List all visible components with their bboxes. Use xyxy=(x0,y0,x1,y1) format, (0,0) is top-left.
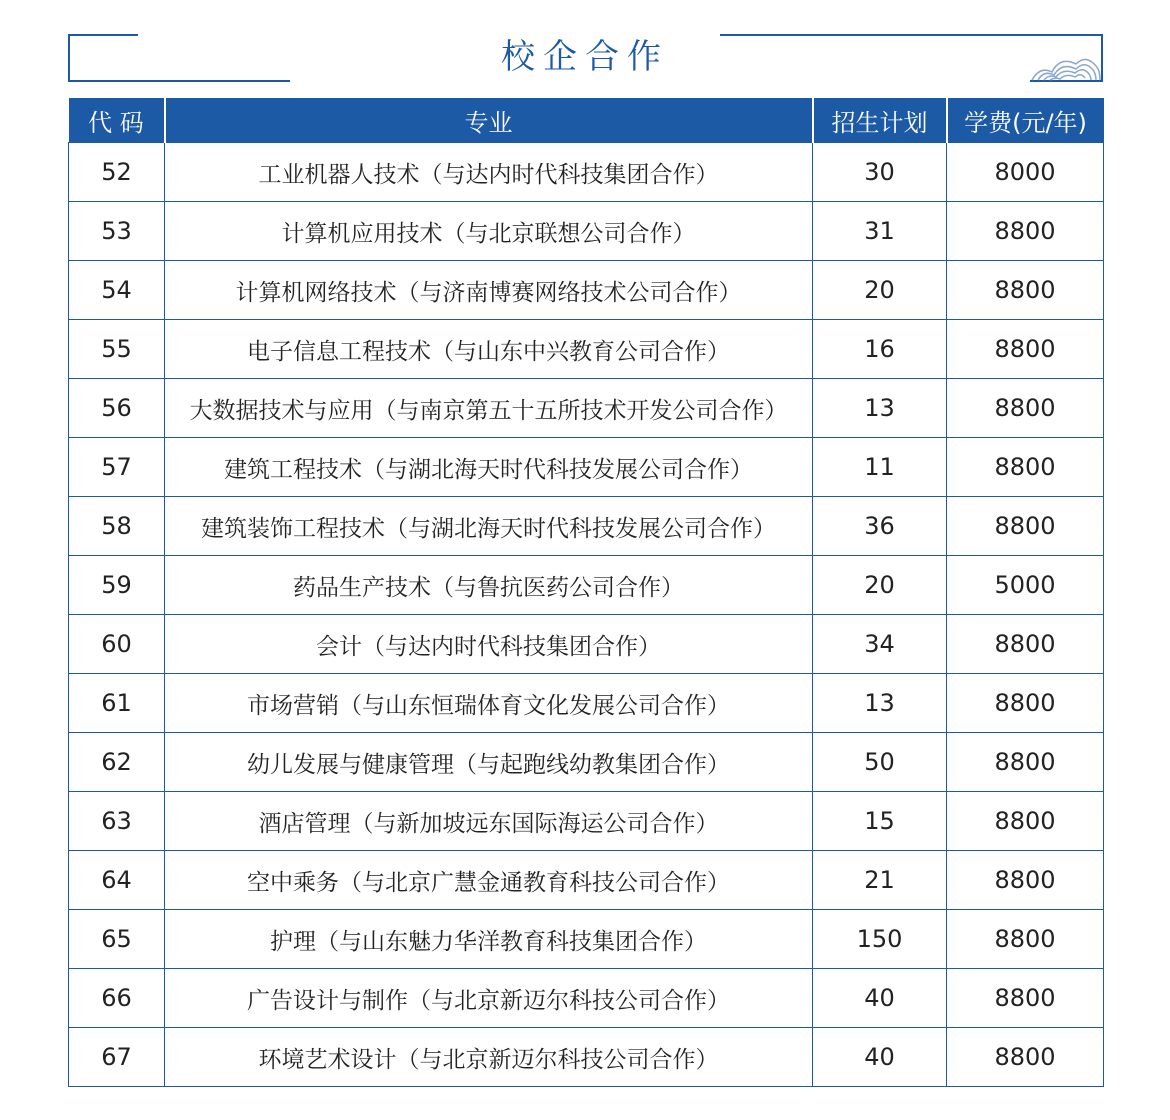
major-cell: 幼儿发展与健康管理（与起跑线幼教集团合作） xyxy=(165,733,813,792)
table-row xyxy=(69,910,1104,969)
plan-cell: 40 xyxy=(813,1028,947,1087)
major-cell: 建筑工程技术（与湖北海天时代科技发展公司合作） xyxy=(165,438,813,497)
header-major: 专业 xyxy=(165,98,813,143)
header-code: 代 码 xyxy=(69,98,165,143)
fee-cell: 8800 xyxy=(947,733,1104,792)
plan-cell: 15 xyxy=(813,792,947,851)
plan-cell: 16 xyxy=(813,320,947,379)
code-cell: 58 xyxy=(69,497,165,556)
code-cell: 64 xyxy=(69,851,165,910)
fee-cell: 8800 xyxy=(947,910,1104,969)
major-cell: 市场营销（与山东恒瑞体育文化发展公司合作） xyxy=(165,674,813,733)
code-cell: 53 xyxy=(69,202,165,261)
major-cell: 会计（与达内时代科技集团合作） xyxy=(165,615,813,674)
fee-cell: 8000 xyxy=(947,143,1104,202)
header-plan: 招生计划 xyxy=(813,98,947,143)
code-cell: 57 xyxy=(69,438,165,497)
code-cell: 59 xyxy=(69,556,165,615)
major-cell: 工业机器人技术（与达内时代科技集团合作） xyxy=(165,143,813,202)
major-cell: 计算机应用技术（与北京联想公司合作） xyxy=(165,202,813,261)
table-row xyxy=(69,261,1104,320)
plan-cell: 50 xyxy=(813,733,947,792)
code-cell: 61 xyxy=(69,674,165,733)
table-row xyxy=(69,379,1104,438)
fee-cell: 8800 xyxy=(947,851,1104,910)
code-cell: 63 xyxy=(69,792,165,851)
fee-cell: 8800 xyxy=(947,497,1104,556)
plan-cell: 30 xyxy=(813,143,947,202)
table-header-row xyxy=(69,98,1104,143)
table-row xyxy=(69,674,1104,733)
table-row xyxy=(69,438,1104,497)
fee-cell: 5000 xyxy=(947,556,1104,615)
table-row xyxy=(69,320,1104,379)
major-cell: 广告设计与制作（与北京新迈尔科技公司合作） xyxy=(165,969,813,1028)
plan-cell: 21 xyxy=(813,851,947,910)
table-row xyxy=(69,969,1104,1028)
enrollment-table xyxy=(68,98,1104,1087)
fee-cell: 8800 xyxy=(947,969,1104,1028)
cloud-ornament-icon xyxy=(1030,52,1102,82)
table-row xyxy=(69,556,1104,615)
table-row xyxy=(69,143,1104,202)
fee-cell: 8800 xyxy=(947,792,1104,851)
fee-cell: 8800 xyxy=(947,379,1104,438)
plan-cell: 11 xyxy=(813,438,947,497)
code-cell: 66 xyxy=(69,969,165,1028)
fee-cell: 8800 xyxy=(947,615,1104,674)
code-cell: 67 xyxy=(69,1028,165,1087)
code-cell: 60 xyxy=(69,615,165,674)
plan-cell: 31 xyxy=(813,202,947,261)
table-row xyxy=(69,497,1104,556)
table-row xyxy=(69,202,1104,261)
fee-cell: 8800 xyxy=(947,320,1104,379)
major-cell: 大数据技术与应用（与南京第五十五所技术开发公司合作） xyxy=(165,379,813,438)
code-cell: 65 xyxy=(69,910,165,969)
table-row xyxy=(69,792,1104,851)
fee-cell: 8800 xyxy=(947,674,1104,733)
major-cell: 计算机网络技术（与济南博赛网络技术公司合作） xyxy=(165,261,813,320)
code-cell: 52 xyxy=(69,143,165,202)
table-row xyxy=(69,615,1104,674)
major-cell: 空中乘务（与北京广慧金通教育科技公司合作） xyxy=(165,851,813,910)
major-cell: 电子信息工程技术（与山东中兴教育公司合作） xyxy=(165,320,813,379)
code-cell: 56 xyxy=(69,379,165,438)
code-cell: 54 xyxy=(69,261,165,320)
header-fee: 学费(元/年) xyxy=(947,98,1104,143)
fee-cell: 8800 xyxy=(947,1028,1104,1087)
major-cell: 护理（与山东魅力华洋教育科技集团合作） xyxy=(165,910,813,969)
plan-cell: 150 xyxy=(813,910,947,969)
fee-cell: 8800 xyxy=(947,202,1104,261)
code-cell: 62 xyxy=(69,733,165,792)
major-cell: 酒店管理（与新加坡远东国际海运公司合作） xyxy=(165,792,813,851)
fee-cell: 8800 xyxy=(947,438,1104,497)
table-row xyxy=(69,851,1104,910)
plan-cell: 40 xyxy=(813,969,947,1028)
major-cell: 药品生产技术（与鲁抗医药公司合作） xyxy=(165,556,813,615)
table-row xyxy=(69,733,1104,792)
plan-cell: 20 xyxy=(813,261,947,320)
plan-cell: 20 xyxy=(813,556,947,615)
plan-cell: 13 xyxy=(813,379,947,438)
fee-cell: 8800 xyxy=(947,261,1104,320)
plan-cell: 36 xyxy=(813,497,947,556)
table-row xyxy=(69,1028,1104,1087)
page-title: 校企合作 xyxy=(501,37,669,77)
plan-cell: 34 xyxy=(813,615,947,674)
code-cell: 55 xyxy=(69,320,165,379)
major-cell: 建筑装饰工程技术（与湖北海天时代科技发展公司合作） xyxy=(165,497,813,556)
major-cell: 环境艺术设计（与北京新迈尔科技公司合作） xyxy=(165,1028,813,1087)
plan-cell: 13 xyxy=(813,674,947,733)
